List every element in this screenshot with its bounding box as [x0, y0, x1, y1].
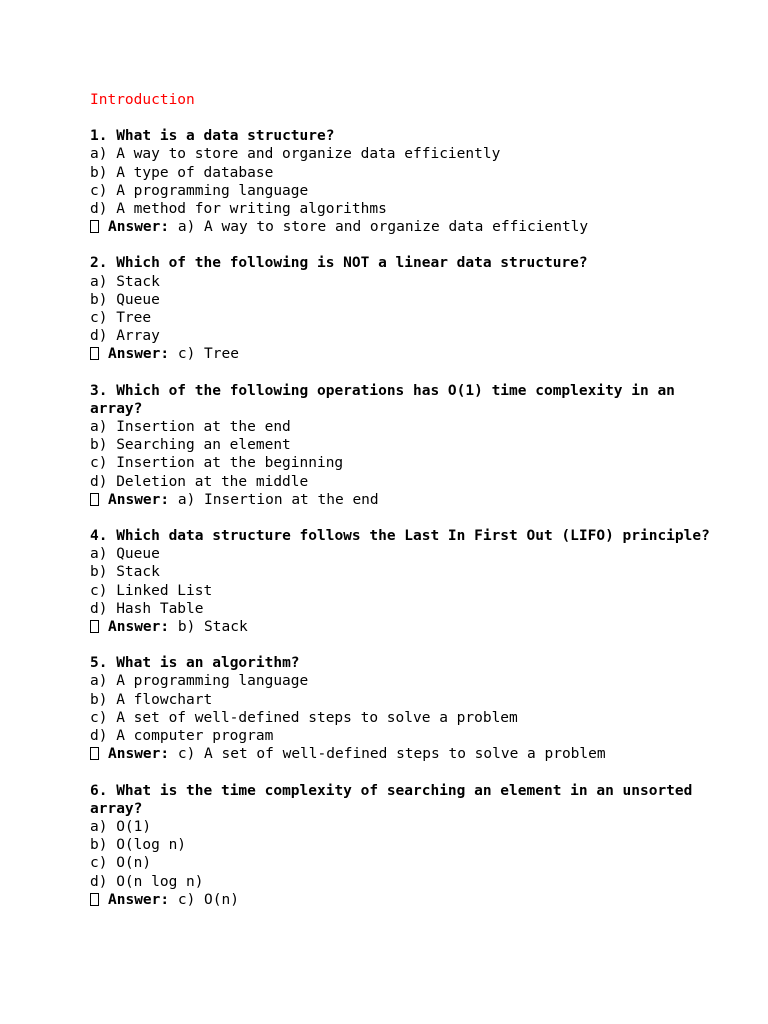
option-c: c) Linked List [90, 582, 213, 599]
option-c: c) A set of well-defined steps to solve a problem [90, 709, 518, 726]
answer-line [90, 345, 730, 363]
option-c: c) O(n) [90, 855, 152, 872]
option-d: d) O(n log n) [90, 873, 204, 890]
option-a: a) A programming language [90, 673, 309, 690]
question-text: 5. What is an algorithm? [90, 655, 300, 672]
option-a: a) O(1) [90, 818, 152, 835]
option-a: a) Queue [90, 546, 160, 563]
option-a: a) Insertion at the end [90, 419, 291, 436]
document-page [90, 91, 730, 927]
missing-glyph-icon [90, 747, 99, 760]
question-4 [90, 527, 730, 636]
question-text: 1. What is a data structure? [90, 128, 335, 145]
answer-label: Answer: [108, 491, 170, 508]
answer-label: Answer: [108, 219, 170, 236]
answer-line [90, 618, 730, 636]
answer-line [90, 491, 730, 509]
option-b: b) Queue [90, 291, 160, 308]
option-d: d) Hash Table [90, 600, 204, 617]
question-2 [90, 254, 730, 363]
question-3 [90, 382, 730, 509]
missing-glyph-icon [90, 620, 99, 633]
answer-text: b) Stack [177, 619, 248, 636]
option-b: b) Searching an element [90, 437, 291, 454]
option-a: a) Stack [90, 273, 160, 290]
section-heading: Introduction [90, 92, 195, 108]
question-6 [90, 782, 730, 909]
answer-line [90, 891, 730, 909]
option-d: d) A method for writing algorithms [90, 201, 387, 218]
option-d: d) Array [90, 328, 160, 345]
answer-text: c) A set of well-defined steps to solve a problem [177, 746, 606, 763]
option-d: d) Deletion at the middle [90, 473, 309, 490]
answer-label: Answer: [108, 891, 170, 908]
option-c: c) A programming language [90, 182, 309, 199]
option-b: b) A type of database [90, 164, 274, 181]
missing-glyph-icon [90, 493, 99, 506]
missing-glyph-icon [90, 893, 99, 906]
answer-text: a) A way to store and organize data efficiently [177, 219, 589, 236]
answer-label: Answer: [108, 619, 170, 636]
missing-glyph-icon [90, 347, 99, 360]
option-b: b) Stack [90, 564, 160, 581]
question-text: 6. What is the time complexity of searching an element in an unsorted array? [90, 782, 693, 817]
answer-text: c) Tree [177, 346, 239, 363]
answer-label: Answer: [108, 346, 170, 363]
option-b: b) A flowchart [90, 691, 213, 708]
option-c: c) Tree [90, 310, 152, 327]
missing-glyph-icon [90, 220, 99, 233]
answer-text: a) Insertion at the end [177, 491, 379, 508]
option-b: b) O(log n) [90, 837, 187, 854]
answer-text: c) O(n) [177, 891, 239, 908]
option-a: a) A way to store and organize data efficiently [90, 146, 501, 163]
answer-line [90, 218, 730, 236]
question-text: 4. Which data structure follows the Last In First Out (LIFO) principle? [90, 528, 710, 545]
question-5 [90, 654, 730, 763]
question-1 [90, 127, 730, 236]
question-text: 3. Which of the following operations has O(1) time complexity in an array? [90, 382, 675, 417]
option-c: c) Insertion at the beginning [90, 455, 344, 472]
option-d: d) A computer program [90, 728, 274, 745]
question-text: 2. Which of the following is NOT a linear data structure? [90, 255, 588, 272]
answer-line [90, 745, 730, 763]
answer-label: Answer: [108, 746, 170, 763]
